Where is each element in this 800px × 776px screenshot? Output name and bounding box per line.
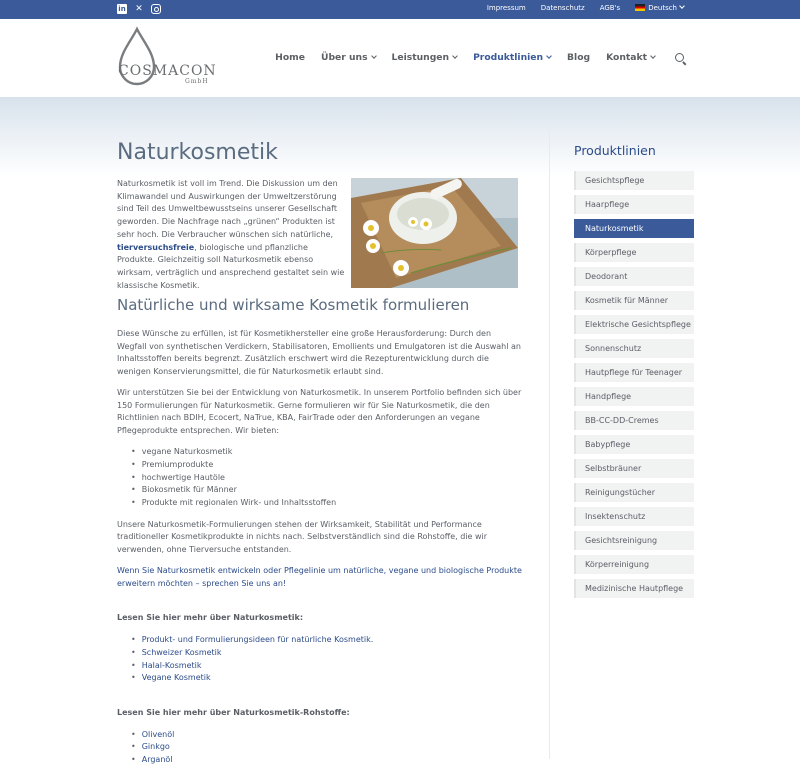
list-item <box>131 741 522 754</box>
intro-text-b: , biologische und pflanzliche Produkte. Gleichzeitig soll Naturkosmetik ebenso wirksam, verträglich und ansprechend gestaltet sein wie klassische Kosmetik. <box>117 242 345 290</box>
page-title: Naturkosmetik <box>117 140 278 165</box>
datenschutz-link[interactable]: Datenschutz <box>540 4 585 12</box>
sidebar-item-gesichtsreinigung[interactable]: Gesichtsreinigung <box>574 531 694 550</box>
top-bar <box>0 0 800 19</box>
sidebar-item-handpflege[interactable]: Handpflege <box>574 387 694 406</box>
chevron-down-icon <box>679 3 685 9</box>
list-item <box>131 634 522 647</box>
list-item: • vegane Naturkosmetik <box>131 446 522 459</box>
sidebar-title: Produktlinien <box>574 143 656 158</box>
nav-home[interactable]: Home <box>275 52 305 63</box>
list-item <box>131 647 522 660</box>
logo-subtitle: GmbH <box>185 78 209 85</box>
sidebar-item-insektenschutz[interactable]: Insektenschutz <box>574 507 694 526</box>
sidebar-item-bb-cc-dd[interactable]: BB-CC-DD-Cremes <box>574 411 694 430</box>
sidebar-item-koerperreinigung[interactable]: Körperreinigung <box>574 555 694 574</box>
nav-produktlinien[interactable]: Produktlinien <box>473 52 551 63</box>
sidebar-item-naturkosmetik[interactable]: Naturkosmetik <box>574 219 694 238</box>
main-content <box>117 140 522 776</box>
more-rohstoffe-list <box>131 729 522 767</box>
more-naturkosmetik-list <box>131 634 522 685</box>
nav-leistungen[interactable]: Leistungen <box>392 52 458 63</box>
article-link[interactable]: Olivenöl <box>141 729 175 739</box>
sidebar-item-babypflege[interactable]: Babypflege <box>574 435 694 454</box>
sidebar-item-deodorant[interactable]: Deodorant <box>574 267 694 286</box>
article-link[interactable]: Produkt- und Formulierungsideen für natürliche Kosmetik. <box>141 634 374 644</box>
contact-cta-link[interactable]: Wenn Sie Naturkosmetik entwickeln oder Pflegelinie um natürliche, vegane und biologische Produkte erweitern möchten – sprechen Sie uns an! <box>117 566 522 588</box>
main-nav <box>275 52 684 63</box>
sidebar-item-elektrische-gesichtspflege[interactable]: Elektrische Gesichtspflege <box>574 315 694 334</box>
linkedin-icon[interactable]: in <box>118 5 126 13</box>
sidebar-item-gesichtspflege[interactable]: Gesichtspflege <box>574 171 694 190</box>
top-links <box>487 4 684 12</box>
article-link[interactable]: Halal-Kosmetik <box>141 660 202 670</box>
article-link[interactable]: Vegane Kosmetik <box>141 673 211 683</box>
social-links <box>117 4 161 14</box>
logo[interactable] <box>117 27 157 93</box>
list-item: • Premiumprodukte <box>131 459 522 472</box>
list-item: • Biokosmetik für Männer <box>131 484 522 497</box>
instagram-icon[interactable] <box>151 4 161 14</box>
sidebar-item-reinigungstuecher[interactable]: Reinigungstücher <box>574 483 694 502</box>
list-item: • Produkte mit regionalen Wirk- und Inhaltsstoffen <box>131 497 522 510</box>
paragraph-2: Wir unterstützen Sie bei der Entwicklung von Naturkosmetik. In unserem Portfolio befinden sich über 150 Formulierungen für Naturkosmetik. Gerne formulieren wir für Sie Naturkosmetik, die den Richtlinien nach BDIH, Ecocert, NaTrue, KBA, FairTrade oder den Anforderungen an vegane Pflegeprodukte entsprechen. Wir bieten: <box>117 388 522 435</box>
list-item: • hochwertige Hautöle <box>131 472 522 485</box>
nav-ueber-uns[interactable]: Über uns <box>321 52 376 63</box>
impressum-link[interactable]: Impressum <box>486 4 526 12</box>
language-label: Deutsch <box>648 4 677 12</box>
more-rohstoffe-title: Lesen Sie hier mehr über Naturkosmetik-Rohstoffe: <box>117 708 350 718</box>
xing-icon[interactable]: ✕ <box>135 4 143 14</box>
list-item <box>131 672 522 685</box>
sidebar-item-sonnenschutz[interactable]: Sonnenschutz <box>574 339 694 358</box>
intro-section <box>117 178 522 296</box>
more-naturkosmetik-title: Lesen Sie hier mehr über Naturkosmetik: <box>117 613 304 623</box>
nav-blog[interactable]: Blog <box>567 52 591 63</box>
intro-text <box>117 178 347 292</box>
intro-text-a: Naturkosmetik ist voll im Trend. Die Diskussion um den Klimawandel und Auswirkungen der Umweltzerstörung sind Teil des Umweltbewusstseins unserer Gesellschaft geworden. Die Nachfrage nach „grünen“ Produkten ist sehr hoch. Die Verbraucher wünschen sich natürliche, <box>117 179 338 239</box>
tierversuchsfreie-link[interactable]: tierversuchsfreie <box>117 242 195 252</box>
german-flag-icon <box>635 4 645 11</box>
sidebar-item-kosmetik-maenner[interactable]: Kosmetik für Männer <box>574 291 694 310</box>
drop-logo-icon <box>117 27 157 89</box>
search-icon[interactable] <box>675 53 684 62</box>
offer-list <box>131 446 522 510</box>
agb-link[interactable]: AGB's <box>599 4 621 12</box>
list-item <box>131 754 522 767</box>
section-heading: Natürliche und wirksame Kosmetik formulieren <box>117 296 470 314</box>
language-switcher[interactable] <box>635 4 684 12</box>
article-link[interactable]: Schweizer Kosmetik <box>141 647 222 657</box>
list-item <box>131 729 522 742</box>
sidebar-item-koerperpflege[interactable]: Körperpflege <box>574 243 694 262</box>
paragraph-3: Unsere Naturkosmetik-Formulierungen stehen der Wirksamkeit, Stabilität und Performance traditioneller Kosmetikprodukte in nichts nach. Selbstverständlich sind die Rohstoffe, die wir verwenden, ohne Tierversuche entstanden. <box>117 519 488 554</box>
article-link[interactable]: Ginkgo <box>141 742 170 752</box>
nav-kontakt[interactable]: Kontakt <box>606 52 655 63</box>
list-item <box>131 660 522 673</box>
sidebar-item-haarpflege[interactable]: Haarpflege <box>574 195 694 214</box>
sidebar-item-medizinische-hautpflege[interactable]: Medizinische Hautpflege <box>574 579 694 598</box>
sidebar-item-hautpflege-teenager[interactable]: Hautpflege für Teenager <box>574 363 694 382</box>
sidebar-divider <box>549 130 550 759</box>
logo-wordmark: COSMACON <box>118 63 217 79</box>
sidebar <box>574 143 694 603</box>
sidebar-item-selbstbraeuner[interactable]: Selbstbräuner <box>574 459 694 478</box>
mortar-chamomile-image <box>351 178 518 288</box>
article-link[interactable]: Arganöl <box>141 755 173 765</box>
paragraph-1: Diese Wünsche zu erfüllen, ist für Kosmetikhersteller eine große Herausforderung: Durch den Wegfall von synthetischen Verdickern, Stabilisatoren, Emollients und Emulgatoren ist die Auswahl an Inhaltsstoffen bereits begrenzt. Zusätzlich erschwert wird die Rezepturentwicklung durch die wenigen Konservierungsmittel, die für Naturkosmetik erlaubt sind. <box>117 329 521 376</box>
